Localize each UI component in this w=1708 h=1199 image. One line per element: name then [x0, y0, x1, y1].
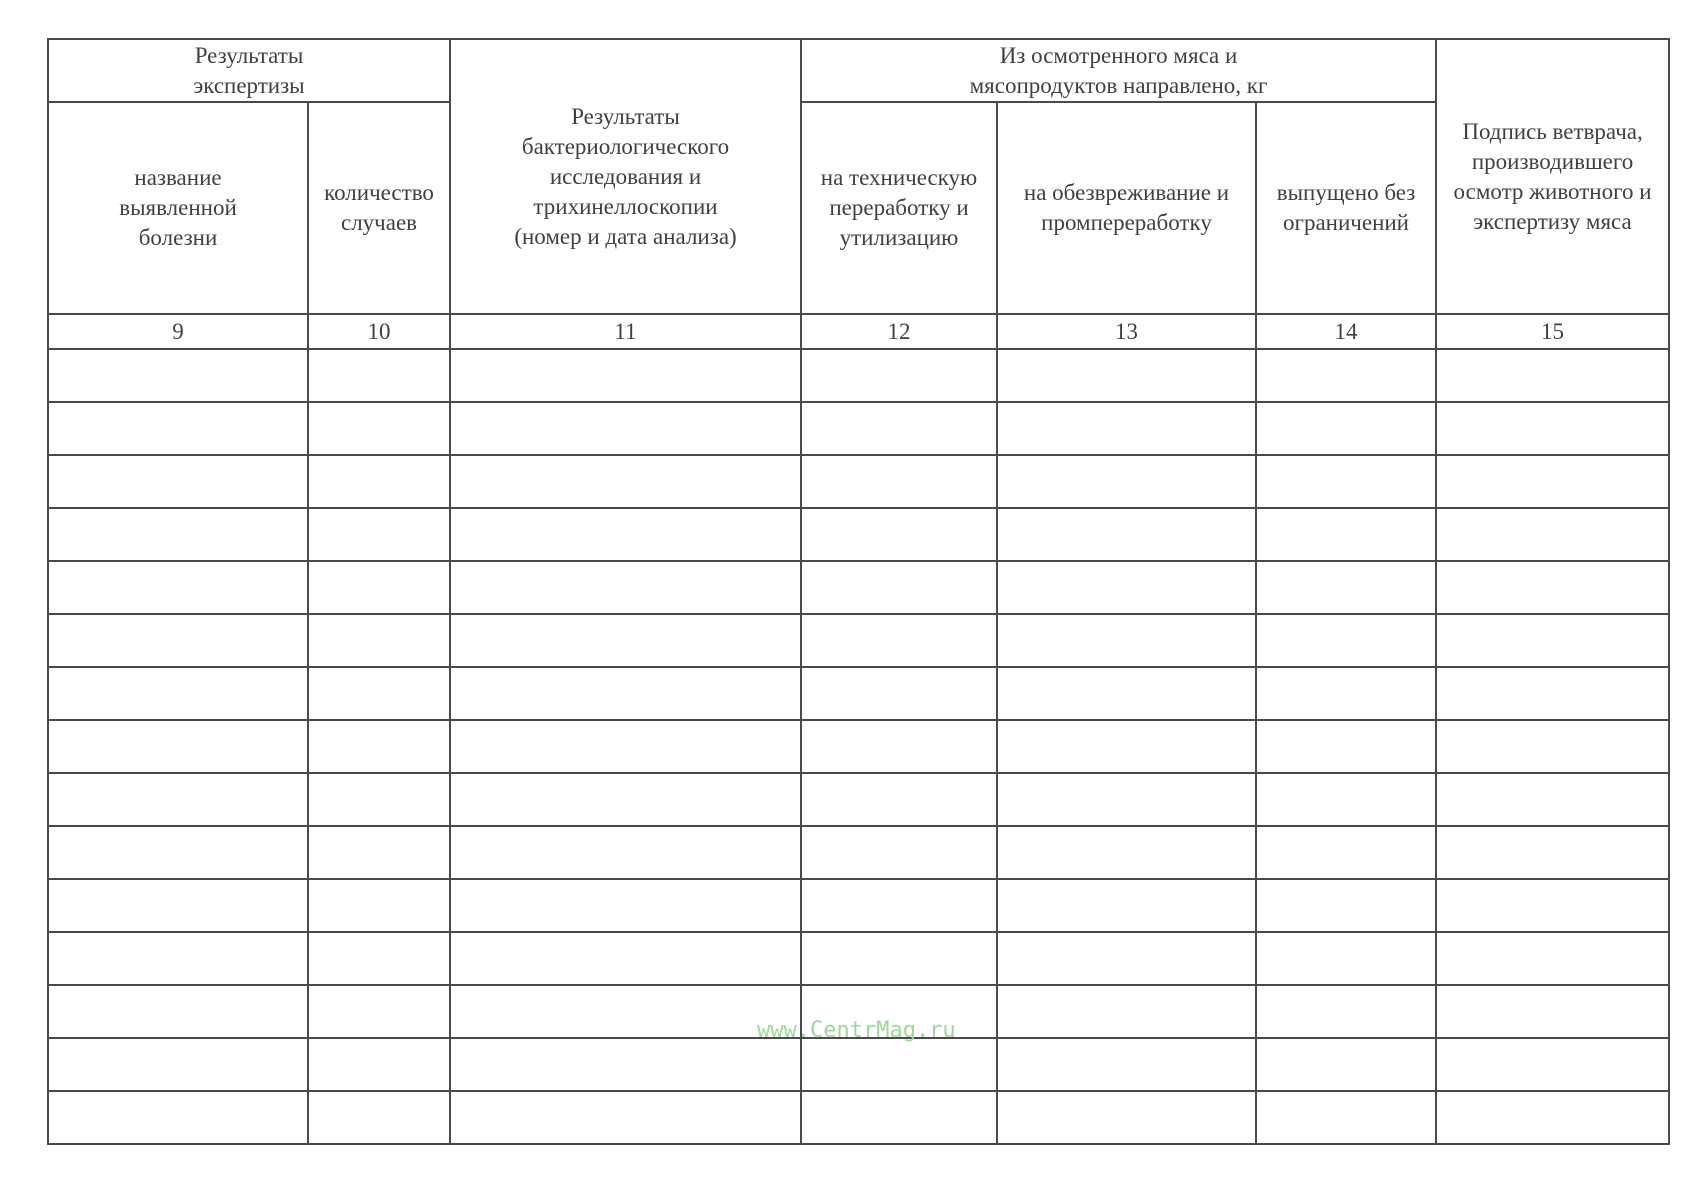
table-row	[48, 402, 1669, 455]
table-cell[interactable]	[1436, 826, 1669, 879]
table-cell[interactable]	[997, 561, 1256, 614]
table-cell[interactable]	[308, 349, 450, 402]
table-cell[interactable]	[450, 455, 801, 508]
table-cell[interactable]	[1436, 561, 1669, 614]
table-row	[48, 667, 1669, 720]
table-cell[interactable]	[48, 932, 308, 985]
table-cell[interactable]	[1256, 402, 1436, 455]
table-cell[interactable]	[1256, 455, 1436, 508]
table-cell[interactable]	[997, 614, 1256, 667]
inspection-journal-table	[47, 38, 1670, 1145]
header-technical-processing: на техническую переработку и утилизацию	[801, 102, 997, 314]
table-cell[interactable]	[48, 614, 308, 667]
table-cell[interactable]	[48, 1038, 308, 1091]
table-cell[interactable]	[308, 985, 450, 1038]
table-cell[interactable]	[48, 508, 308, 561]
table-cell[interactable]	[308, 1038, 450, 1091]
header-signature: Подпись ветврача, производившего осмотр животного и экспертизу мяса	[1436, 39, 1669, 314]
table-row	[48, 879, 1669, 932]
table-cell[interactable]	[308, 455, 450, 508]
table-cell[interactable]	[801, 879, 997, 932]
table-cell[interactable]	[997, 508, 1256, 561]
table-cell[interactable]	[997, 932, 1256, 985]
table-cell[interactable]	[450, 773, 801, 826]
table-cell[interactable]	[801, 508, 997, 561]
table-cell[interactable]	[801, 402, 997, 455]
header-directed-group: Из осмотренного мяса и мясопродуктов направлено, кг	[801, 39, 1436, 102]
table-row	[48, 349, 1669, 402]
table-cell[interactable]	[450, 349, 801, 402]
table-cell[interactable]	[48, 1091, 308, 1144]
table-cell[interactable]	[48, 455, 308, 508]
table-cell[interactable]	[308, 1091, 450, 1144]
table-row	[48, 508, 1669, 561]
table-cell[interactable]	[801, 720, 997, 773]
table-row	[48, 720, 1669, 773]
table-row	[48, 826, 1669, 879]
column-number: 11	[450, 314, 801, 349]
table-cell[interactable]	[1436, 508, 1669, 561]
table-row	[48, 1091, 1669, 1144]
table-cell[interactable]	[1256, 1091, 1436, 1144]
table-cell[interactable]	[801, 667, 997, 720]
table-cell[interactable]	[1436, 720, 1669, 773]
table-cell[interactable]	[1436, 1091, 1669, 1144]
table-row	[48, 561, 1669, 614]
table-cell[interactable]	[801, 826, 997, 879]
table-cell[interactable]	[997, 455, 1256, 508]
header-expertise-results: Результаты экспертизы	[48, 39, 450, 102]
table-cell[interactable]	[450, 1038, 801, 1091]
table-cell[interactable]	[1256, 349, 1436, 402]
table-cell[interactable]	[997, 667, 1256, 720]
table-cell[interactable]	[1436, 667, 1669, 720]
table-cell[interactable]	[1256, 932, 1436, 985]
table-cell[interactable]	[48, 349, 308, 402]
table-cell[interactable]	[308, 508, 450, 561]
table-cell[interactable]	[308, 614, 450, 667]
table-cell[interactable]	[308, 667, 450, 720]
table-cell[interactable]	[1256, 720, 1436, 773]
column-number: 9	[48, 314, 308, 349]
table-cell[interactable]	[801, 1091, 997, 1144]
table-cell[interactable]	[450, 879, 801, 932]
table-cell[interactable]	[997, 879, 1256, 932]
column-number: 10	[308, 314, 450, 349]
table-cell[interactable]	[48, 985, 308, 1038]
table-cell[interactable]	[450, 932, 801, 985]
table-row	[48, 1038, 1669, 1091]
table-cell[interactable]	[48, 879, 308, 932]
table-cell[interactable]	[308, 402, 450, 455]
header-bacteriological: Результаты бактериологического исследования и трихинеллоскопии (номер и дата анализа)	[450, 39, 801, 314]
table-cell[interactable]	[308, 879, 450, 932]
table-cell[interactable]	[1436, 985, 1669, 1038]
table-cell[interactable]	[997, 1038, 1256, 1091]
header-disease-name: название выявленной болезни	[48, 102, 308, 314]
table-cell[interactable]	[450, 402, 801, 455]
table-cell[interactable]	[308, 720, 450, 773]
table-cell[interactable]	[1436, 455, 1669, 508]
table-cell[interactable]	[1256, 561, 1436, 614]
table-cell[interactable]	[997, 773, 1256, 826]
table-cell[interactable]	[801, 1038, 997, 1091]
table-row	[48, 614, 1669, 667]
table-cell[interactable]	[1256, 985, 1436, 1038]
column-number: 15	[1436, 314, 1669, 349]
table-cell[interactable]	[48, 402, 308, 455]
table-cell[interactable]	[1436, 402, 1669, 455]
table-cell[interactable]	[48, 773, 308, 826]
table-cell[interactable]	[1436, 932, 1669, 985]
table-row	[48, 773, 1669, 826]
table-cell[interactable]	[1436, 879, 1669, 932]
table-cell[interactable]	[48, 826, 308, 879]
table-cell[interactable]	[1256, 826, 1436, 879]
table-cell[interactable]	[450, 508, 801, 561]
table-cell[interactable]	[450, 1091, 801, 1144]
header-row-1	[48, 39, 1669, 102]
table-cell[interactable]	[308, 773, 450, 826]
table-cell[interactable]	[1256, 879, 1436, 932]
table-cell[interactable]	[1436, 1038, 1669, 1091]
column-number: 13	[997, 314, 1256, 349]
table-cell[interactable]	[450, 614, 801, 667]
table-cell[interactable]	[1436, 349, 1669, 402]
table-cell[interactable]	[801, 349, 997, 402]
header-released: выпущено без ограничений	[1256, 102, 1436, 314]
table-cell[interactable]	[1256, 508, 1436, 561]
header-case-count: количество случаев	[308, 102, 450, 314]
table-cell[interactable]	[801, 773, 997, 826]
table-cell[interactable]	[450, 720, 801, 773]
table-cell[interactable]	[308, 826, 450, 879]
table-cell[interactable]	[997, 826, 1256, 879]
column-number: 14	[1256, 314, 1436, 349]
table-cell[interactable]	[450, 667, 801, 720]
table-cell[interactable]	[1436, 773, 1669, 826]
table-cell[interactable]	[801, 932, 997, 985]
header-row-2	[48, 102, 1669, 314]
table-row	[48, 455, 1669, 508]
column-number: 12	[801, 314, 997, 349]
table-cell[interactable]	[997, 1091, 1256, 1144]
table-cell[interactable]	[997, 349, 1256, 402]
table-cell[interactable]	[308, 932, 450, 985]
table-cell[interactable]	[450, 561, 801, 614]
table-cell[interactable]	[801, 455, 997, 508]
table-cell[interactable]	[48, 561, 308, 614]
table-cell[interactable]	[1256, 773, 1436, 826]
table-cell[interactable]	[48, 667, 308, 720]
table-cell[interactable]	[997, 720, 1256, 773]
table-cell[interactable]	[1256, 614, 1436, 667]
table-cell[interactable]	[801, 561, 997, 614]
column-number-row	[48, 314, 1669, 349]
table-row	[48, 932, 1669, 985]
table-cell[interactable]	[801, 614, 997, 667]
table-cell[interactable]	[48, 720, 308, 773]
table-cell[interactable]	[1256, 1038, 1436, 1091]
journal-sheet	[47, 38, 1668, 1145]
header-disinfection: на обезвреживание и промпереработку	[997, 102, 1256, 314]
watermark: www.CentrMag.ru	[757, 1018, 956, 1043]
table-cell[interactable]	[450, 985, 801, 1038]
table-cell[interactable]	[997, 402, 1256, 455]
table-cell[interactable]	[450, 826, 801, 879]
table-cell[interactable]	[1436, 614, 1669, 667]
table-cell[interactable]	[1256, 667, 1436, 720]
table-cell[interactable]	[308, 561, 450, 614]
table-cell[interactable]	[997, 985, 1256, 1038]
